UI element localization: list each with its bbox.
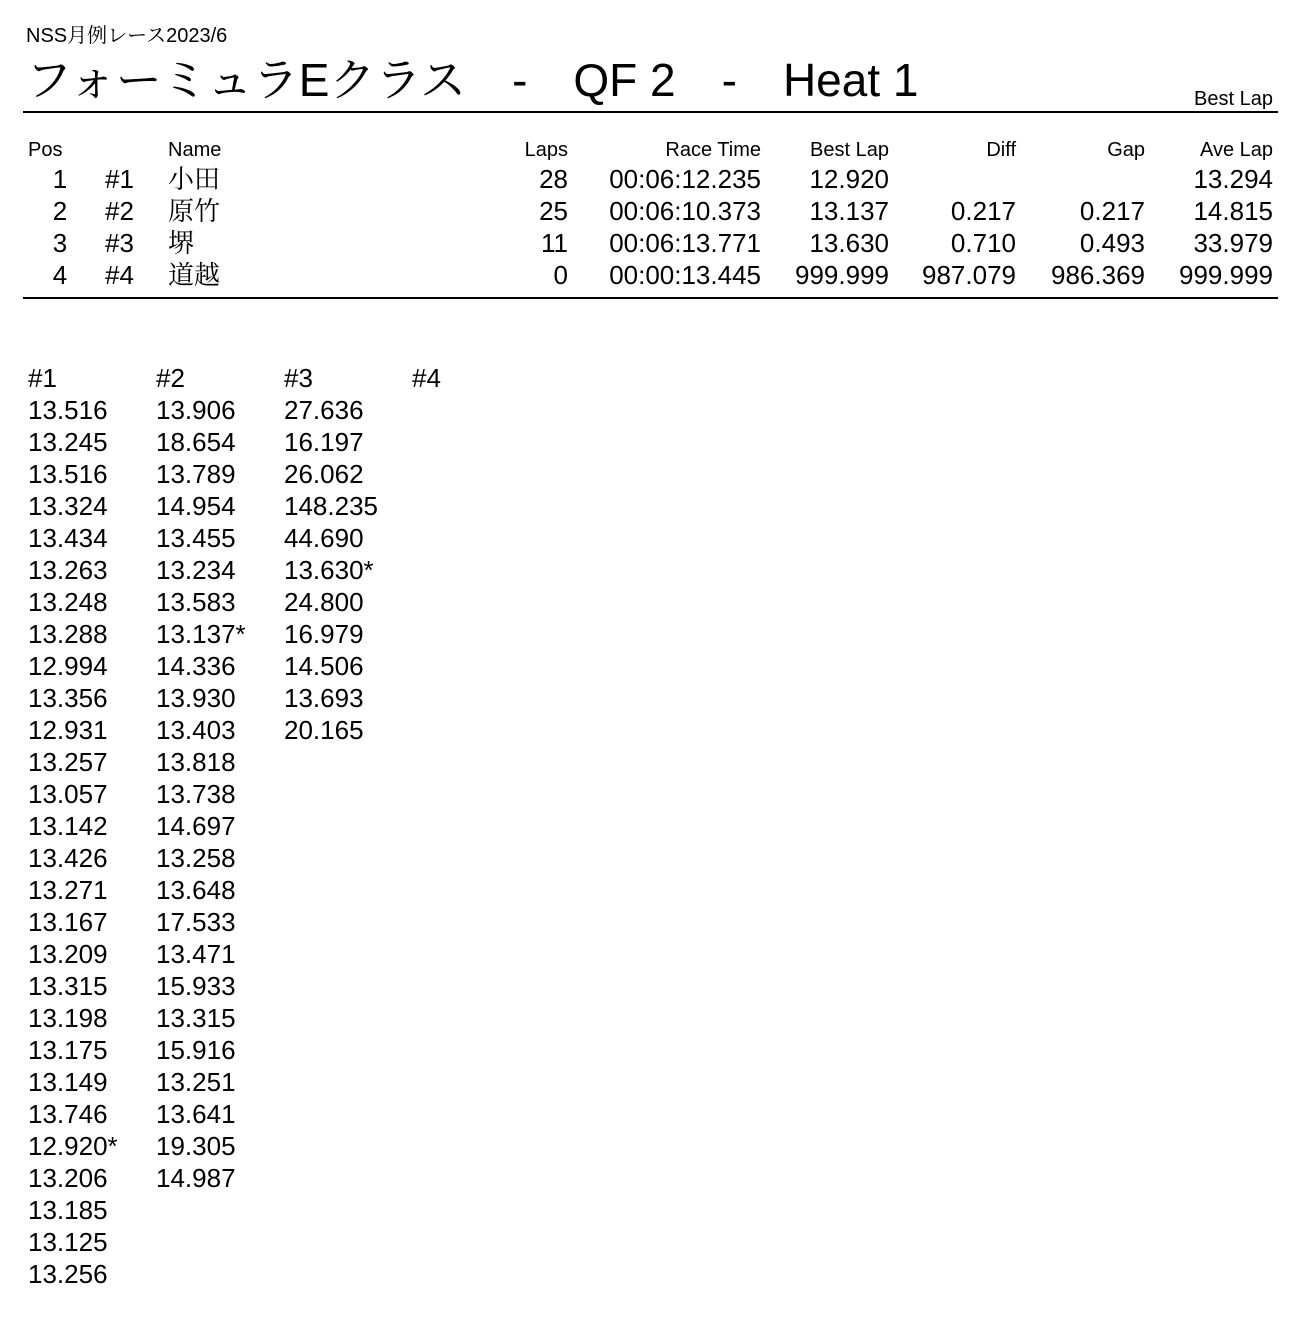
lap-column xyxy=(412,362,540,394)
best-lap-cell: 12.920 xyxy=(809,164,889,194)
driver-name-cell: 道越 xyxy=(168,260,221,290)
best-lap-cell: 13.137 xyxy=(809,196,889,226)
lap-time: 16.197 xyxy=(284,427,364,457)
laps-cell: 25 xyxy=(539,196,568,226)
lap-time: 13.234 xyxy=(156,555,236,585)
lap-column-header: #4 xyxy=(412,363,441,393)
lap-time: 13.516 xyxy=(28,459,108,489)
laps-cell: 28 xyxy=(539,164,568,194)
pos-cell: 3 xyxy=(52,228,68,258)
lap-time: 13.137* xyxy=(156,619,246,649)
col-gap-header: Gap xyxy=(1107,139,1145,161)
lap-time: 18.654 xyxy=(156,427,236,457)
results-header-row xyxy=(0,137,1293,163)
lap-time: 24.800 xyxy=(284,587,364,617)
col-laps-header: Laps xyxy=(524,139,568,161)
pos-cell: 1 xyxy=(52,164,68,194)
col-name-header: Name xyxy=(168,139,222,161)
lap-time: 13.630* xyxy=(284,555,374,585)
pos-cell: 2 xyxy=(52,196,68,226)
best-lap-cell: 13.630 xyxy=(809,228,889,258)
lap-time: 13.149 xyxy=(28,1067,108,1097)
results-row xyxy=(0,259,1293,291)
results-row xyxy=(0,195,1293,227)
lap-time: 13.245 xyxy=(28,427,108,457)
col-best-lap-header: Best Lap xyxy=(810,139,889,161)
lap-column-header: #2 xyxy=(156,363,185,393)
lap-time: 15.933 xyxy=(156,971,236,1001)
lap-column xyxy=(284,362,412,746)
col-race-time-header: Race Time xyxy=(665,139,761,161)
lap-time: 13.198 xyxy=(28,1003,108,1033)
lap-time: 19.305 xyxy=(156,1131,236,1161)
driver-name-cell: 原竹 xyxy=(168,196,221,226)
lap-time: 13.256 xyxy=(28,1259,108,1289)
lap-time: 13.142 xyxy=(28,811,108,841)
lap-time: 13.693 xyxy=(284,683,364,713)
race-time-cell: 00:06:13.771 xyxy=(609,228,761,258)
lap-time: 13.185 xyxy=(28,1195,108,1225)
event-name: NSS月例レース2023/6 xyxy=(26,25,228,47)
best-lap-cell: 999.999 xyxy=(795,260,889,290)
lap-time: 14.697 xyxy=(156,811,236,841)
driver-name-cell: 堺 xyxy=(168,228,195,258)
lap-time: 12.994 xyxy=(28,651,108,681)
lap-time: 13.648 xyxy=(156,875,236,905)
gap-cell: 0.217 xyxy=(1079,196,1145,226)
car-number-cell: #1 xyxy=(105,164,134,194)
lap-time: 13.818 xyxy=(156,747,236,777)
results-table xyxy=(0,137,1293,291)
lap-time: 14.954 xyxy=(156,491,236,521)
diff-cell: 0.217 xyxy=(950,196,1016,226)
lap-time: 13.906 xyxy=(156,395,236,425)
lap-time: 44.690 xyxy=(284,523,364,553)
top-rule xyxy=(23,111,1278,113)
lap-time: 17.533 xyxy=(156,907,236,937)
lap-time: 13.471 xyxy=(156,939,236,969)
lap-time: 14.506 xyxy=(284,651,364,681)
page-title: フォーミュラEクラス - QF 2 - Heat 1 xyxy=(26,54,919,106)
results-row xyxy=(0,163,1293,195)
lap-time: 13.251 xyxy=(156,1067,236,1097)
lap-time: 16.979 xyxy=(284,619,364,649)
lap-time: 13.257 xyxy=(28,747,108,777)
lap-time: 13.455 xyxy=(156,523,236,553)
race-time-cell: 00:06:12.235 xyxy=(609,164,761,194)
lap-time: 13.516 xyxy=(28,395,108,425)
diff-cell: 0.710 xyxy=(950,228,1016,258)
bottom-rule xyxy=(23,297,1278,299)
lap-time: 13.258 xyxy=(156,843,236,873)
lap-time: 27.636 xyxy=(284,395,364,425)
lap-time: 12.920* xyxy=(28,1131,118,1161)
pos-cell: 4 xyxy=(52,260,68,290)
lap-column xyxy=(156,362,284,1194)
lap-column-header: #1 xyxy=(28,363,57,393)
car-number-cell: #2 xyxy=(105,196,134,226)
laps-cell: 11 xyxy=(541,228,568,258)
col-ave-lap-header: Ave Lap xyxy=(1199,139,1273,161)
lap-time: 13.271 xyxy=(28,875,108,905)
lap-time: 148.235 xyxy=(284,491,378,521)
lap-time: 13.263 xyxy=(28,555,108,585)
lap-time: 13.403 xyxy=(156,715,236,745)
ave-lap-cell: 13.294 xyxy=(1193,164,1273,194)
car-number-cell: #3 xyxy=(105,228,134,258)
lap-time: 13.746 xyxy=(28,1099,108,1129)
gap-cell: 0.493 xyxy=(1079,228,1145,258)
lap-time: 13.738 xyxy=(156,779,236,809)
col-pos-header: Pos xyxy=(28,139,63,161)
lap-time: 13.248 xyxy=(28,587,108,617)
lap-time: 13.930 xyxy=(156,683,236,713)
lap-time: 14.987 xyxy=(156,1163,236,1193)
lap-time: 15.916 xyxy=(156,1035,236,1065)
col-diff-header: Diff xyxy=(986,139,1016,161)
lap-time: 20.165 xyxy=(284,715,364,745)
car-number-cell: #4 xyxy=(105,260,134,290)
lap-time: 13.288 xyxy=(28,619,108,649)
lap-time: 14.336 xyxy=(156,651,236,681)
ave-lap-cell: 33.979 xyxy=(1193,228,1273,258)
lap-time: 13.315 xyxy=(156,1003,236,1033)
laps-cell: 0 xyxy=(553,260,568,290)
ave-lap-cell: 999.999 xyxy=(1179,260,1273,290)
ave-lap-cell: 14.815 xyxy=(1193,196,1273,226)
race-time-cell: 00:06:10.373 xyxy=(609,196,761,226)
lap-time: 13.125 xyxy=(28,1227,108,1257)
gap-cell: 986.369 xyxy=(1051,260,1145,290)
lap-time: 12.931 xyxy=(28,715,108,745)
race-time-cell: 00:00:13.445 xyxy=(609,260,761,290)
lap-time: 13.434 xyxy=(28,523,108,553)
lap-time: 13.209 xyxy=(28,939,108,969)
driver-name-cell: 小田 xyxy=(168,164,221,194)
lap-time: 26.062 xyxy=(284,459,364,489)
lap-time: 13.641 xyxy=(156,1099,236,1129)
lap-time: 13.057 xyxy=(28,779,108,809)
results-row xyxy=(0,227,1293,259)
lap-column-header: #3 xyxy=(284,363,313,393)
lap-time: 13.315 xyxy=(28,971,108,1001)
lap-time: 13.175 xyxy=(28,1035,108,1065)
lap-time: 13.206 xyxy=(28,1163,108,1193)
lap-time: 13.583 xyxy=(156,587,236,617)
best-lap-label: Best Lap xyxy=(1194,88,1273,110)
lap-time: 13.426 xyxy=(28,843,108,873)
lap-column xyxy=(28,362,156,1290)
lap-time: 13.356 xyxy=(28,683,108,713)
lap-time: 13.789 xyxy=(156,459,236,489)
lap-time: 13.324 xyxy=(28,491,108,521)
diff-cell: 987.079 xyxy=(922,260,1016,290)
lap-time: 13.167 xyxy=(28,907,108,937)
